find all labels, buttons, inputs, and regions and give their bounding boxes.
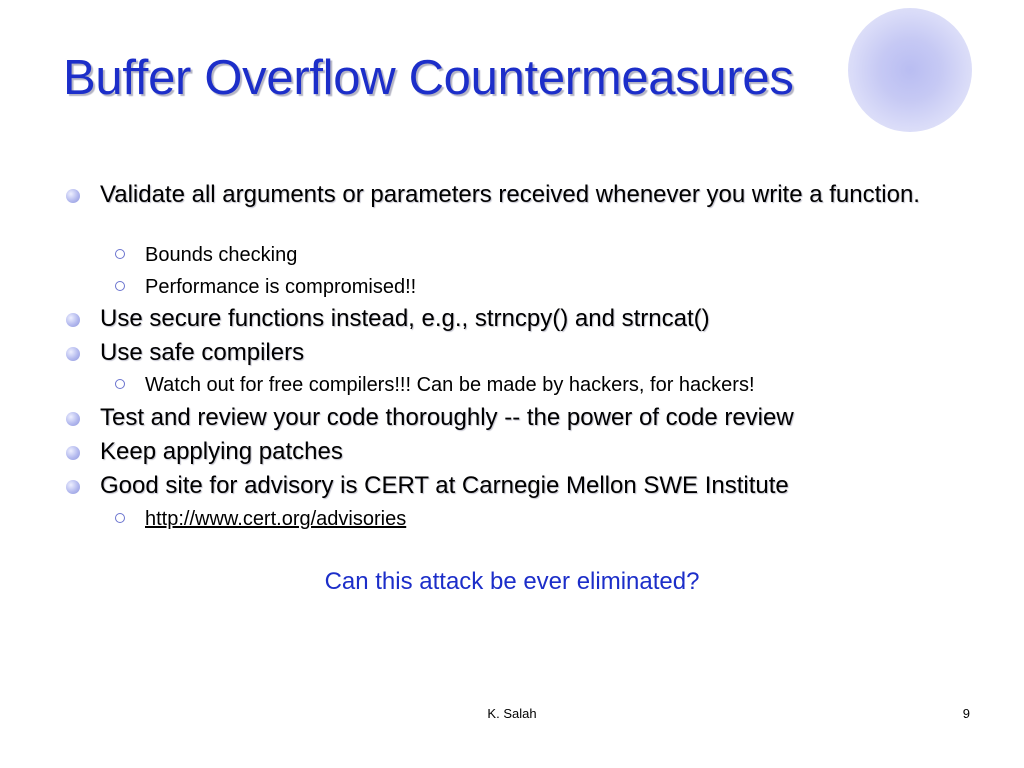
list-item	[100, 340, 970, 366]
sub-list-item	[145, 275, 975, 299]
list-item-text: Bounds checking	[145, 244, 298, 266]
list-item	[100, 182, 970, 208]
bullet-ring-icon	[115, 379, 125, 389]
closing-question: Can this attack be ever eliminated?	[324, 568, 700, 595]
list-item	[100, 306, 970, 332]
list-item-text: Test and review your code thoroughly -- the power of code review	[100, 404, 794, 431]
advisories-link[interactable]: http://www.cert.org/advisories	[145, 508, 407, 530]
bullet-dot-icon	[66, 313, 80, 327]
bullet-dot-icon	[66, 446, 80, 460]
bullet-dot-icon	[66, 189, 80, 203]
list-item	[100, 439, 970, 465]
decorative-circle	[848, 8, 972, 132]
footer-author: K. Salah	[487, 706, 537, 721]
sub-list-item	[145, 507, 975, 531]
list-item-text: Use secure functions instead, e.g., strncpy() and strncat()	[100, 305, 710, 332]
sub-list-item	[145, 373, 975, 397]
bullet-dot-icon	[66, 412, 80, 426]
list-item-text: Watch out for free compilers!!! Can be made by hackers, for hackers!	[145, 374, 755, 396]
bullet-dot-icon	[66, 347, 80, 361]
list-item	[100, 405, 970, 431]
list-item-text: Performance is compromised!!	[145, 276, 417, 298]
list-item-text: Validate all arguments or parameters received whenever you write a function.	[100, 181, 920, 208]
list-item-text: Keep applying patches	[100, 438, 343, 465]
page-number: 9	[962, 706, 970, 721]
list-item-text: Use safe compilers	[100, 339, 305, 366]
slide-title: Buffer Overflow Countermeasures	[63, 51, 794, 105]
bullet-dot-icon	[66, 480, 80, 494]
bullet-ring-icon	[115, 281, 125, 291]
bullet-ring-icon	[115, 513, 125, 523]
list-item-text: Good site for advisory is CERT at Carnegie Mellon SWE Institute	[100, 472, 789, 499]
list-item	[100, 473, 970, 499]
sub-list-item	[145, 243, 975, 267]
bullet-ring-icon	[115, 249, 125, 259]
